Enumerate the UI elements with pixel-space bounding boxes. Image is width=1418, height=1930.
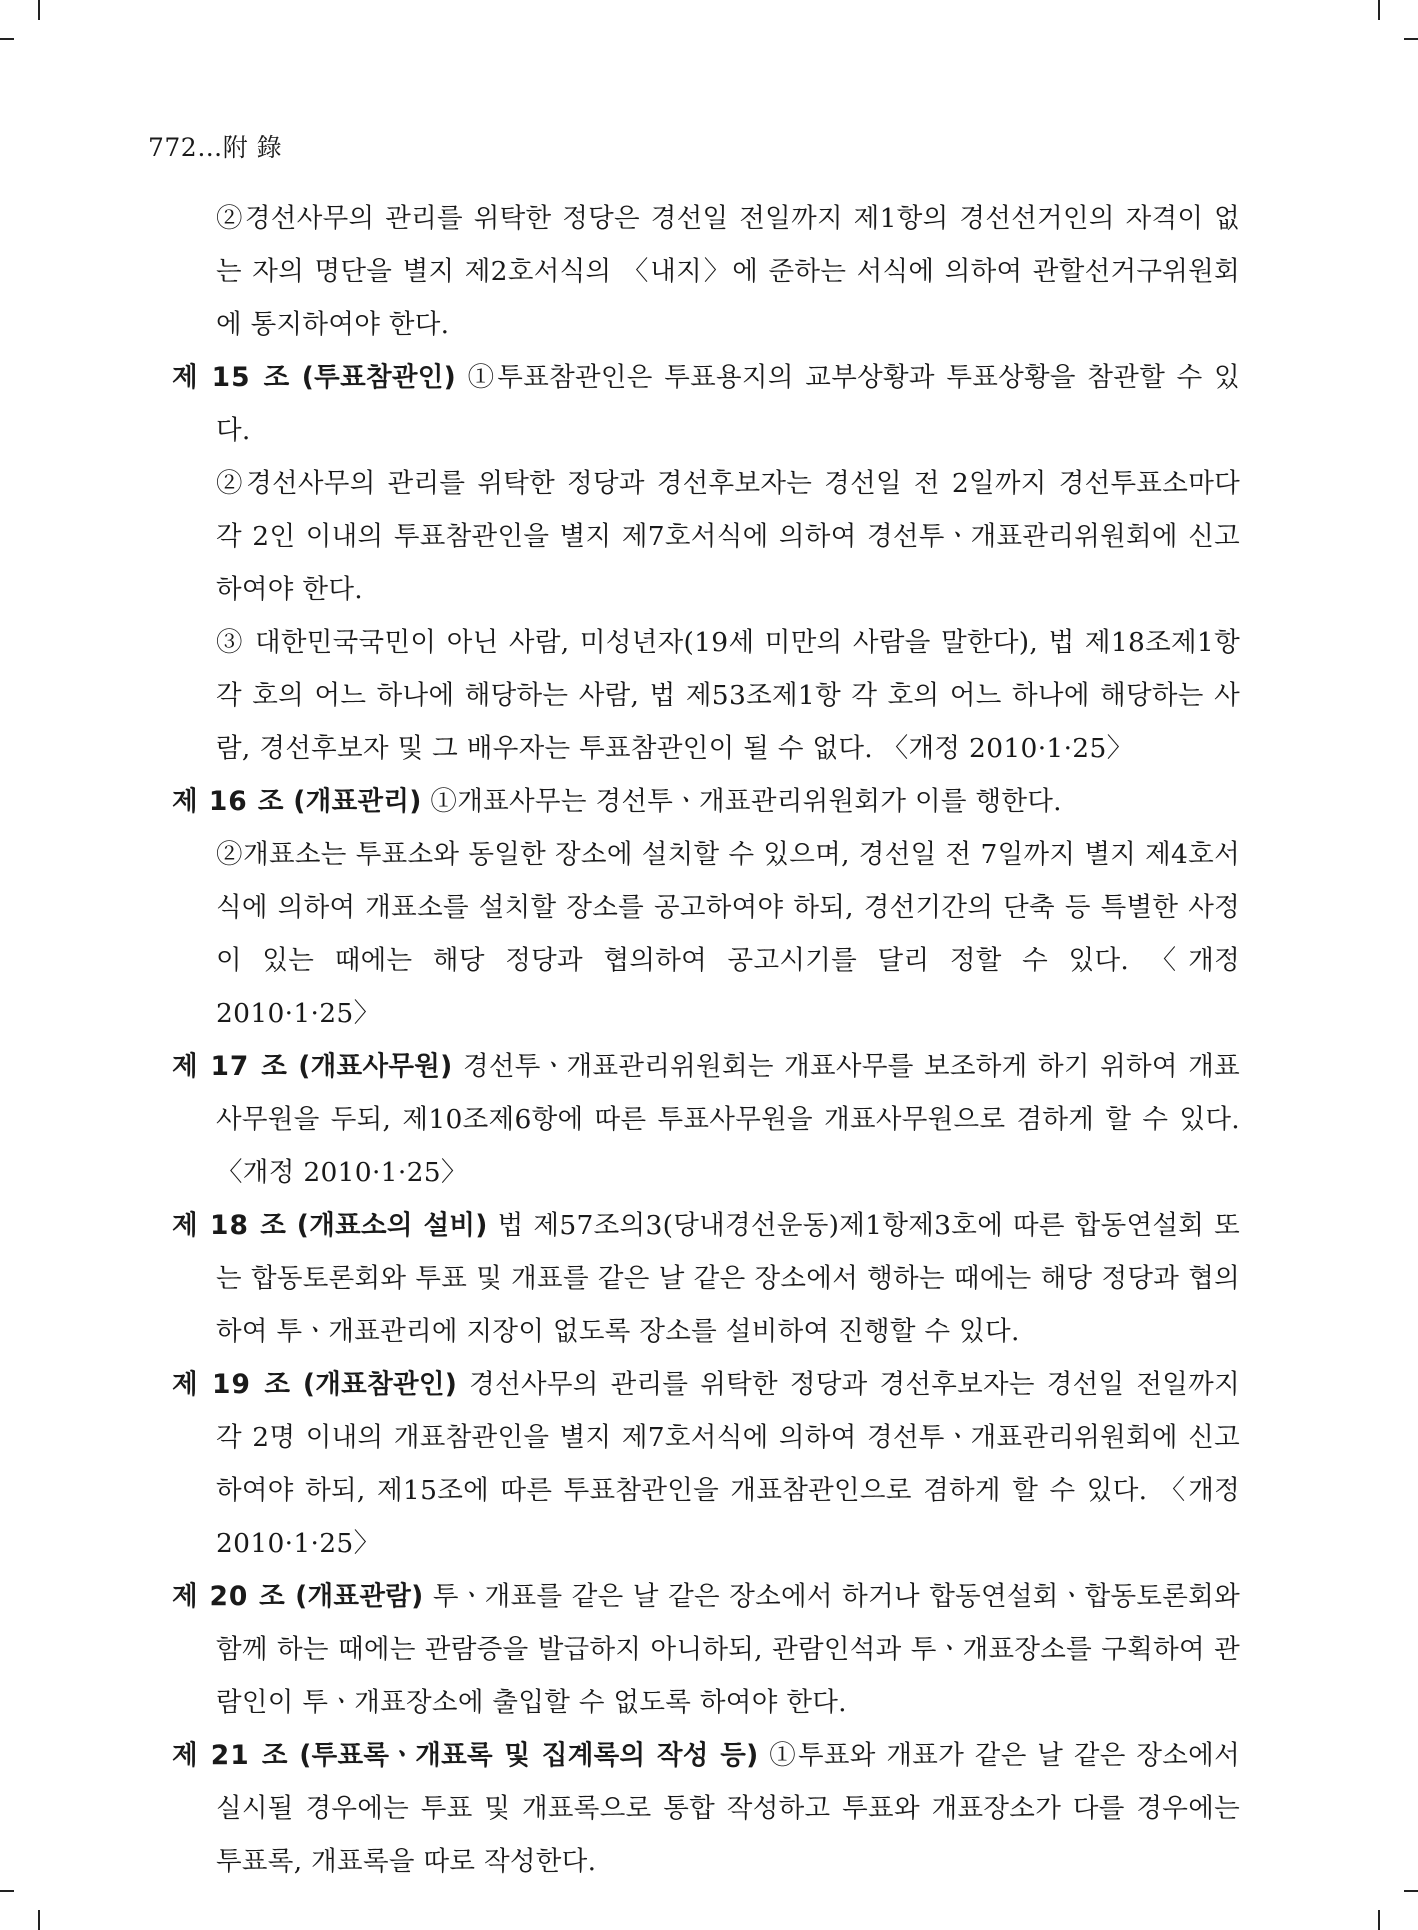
- article-title: (개표관리): [293, 786, 422, 817]
- crop-mark-top-right: [1404, 38, 1418, 40]
- article-21: [172, 1729, 1240, 1888]
- article-15: [172, 351, 1240, 775]
- article-text: ①투표와 개표가 같은 날 같은 장소에서 실시될 경우에는 투표 및 개표록으로 통합 작성하고 투표와 개표장소가 다를 경우에는 투표록, 개표록을 따로 작성한다.: [216, 1740, 1240, 1877]
- article-number: 제 16 조: [172, 786, 285, 817]
- article-title: (투표참관인): [301, 362, 457, 393]
- crop-mark-bottom-right: [1404, 1890, 1418, 1892]
- article-number: 제 17 조: [172, 1051, 288, 1082]
- document-body: [172, 192, 1240, 1888]
- article-text: 경선사무의 관리를 위탁한 정당과 경선후보자는 경선일 전일까지 각 2명 이내의 개표참관인을 별지 제7호서식에 의하여 경선투ㆍ개표관리위원회에 신고하여야 하되, 제15조에 따른 투표참관인을 개표참관인으로 겸하게 할 수 있다. 〈개정 2010·1·25〉: [216, 1369, 1240, 1559]
- crop-mark-bottom-left-vertical: [38, 1910, 40, 1930]
- article-title: (개표소의 설비): [296, 1210, 488, 1241]
- crop-mark-bottom-left: [0, 1890, 14, 1892]
- article-text: ①투표참관인은 투표용지의 교부상황과 투표상황을 참관할 수 있다.: [216, 362, 1240, 446]
- article-number: 제 18 조: [172, 1210, 287, 1241]
- article-text: ①개표사무는 경선투ㆍ개표관리위원회가 이를 행한다.: [430, 786, 1062, 817]
- article-number: 제 19 조: [172, 1369, 291, 1400]
- article-paragraph: ②개표소는 투표소와 동일한 장소에 설치할 수 있으며, 경선일 전 7일까지 별지 제4호서식에 의하여 개표소를 설치할 장소를 공고하여야 하되, 경선기간의 단축 등 특별한 사정이 있는 때에는 해당 정당과 협의하여 공고시기를 달리 정할 수 있다. 〈개정 2010·1·25〉: [216, 839, 1240, 1029]
- crop-mark-top-left: [0, 38, 14, 40]
- intro-paragraph: ②경선사무의 관리를 위탁한 정당은 경선일 전일까지 제1항의 경선선거인의 자격이 없는 자의 명단을 별지 제2호서식의 〈내지〉에 준하는 서식에 의하여 관할선거구위원회에 통지하여야 한다.: [216, 203, 1240, 340]
- article-20: [172, 1570, 1240, 1729]
- article-title: (개표관람): [295, 1581, 424, 1612]
- article-title: (개표참관인): [302, 1369, 458, 1400]
- article-16: [172, 775, 1240, 1040]
- crop-mark-top-left-vertical: [38, 0, 40, 20]
- article-number: 제 21 조: [172, 1740, 289, 1771]
- article-text: 투ㆍ개표를 같은 날 같은 장소에서 하거나 합동연설회ㆍ합동토론회와 함께 하는 때에는 관람증을 발급하지 아니하되, 관람인석과 투ㆍ개표장소를 구획하여 관람인이 투ㆍ개표장소에 출입할 수 없도록 하여야 한다.: [216, 1581, 1240, 1718]
- article-text: 법 제57조의3(당내경선운동)제1항제3호에 따른 합동연설회 또는 합동토론회와 투표 및 개표를 같은 날 같은 장소에서 행하는 때에는 해당 정당과 협의하여 투ㆍ개표관리에 지장이 없도록 장소를 설비하여 진행할 수 있다.: [216, 1210, 1240, 1347]
- article-title: (개표사무원): [298, 1051, 453, 1082]
- article-number: 제 15 조: [172, 362, 291, 393]
- article-paragraph: ②경선사무의 관리를 위탁한 정당과 경선후보자는 경선일 전 2일까지 경선투표소마다 각 2인 이내의 투표참관인을 별지 제7호서식에 의하여 경선투ㆍ개표관리위원회에 신고하여야 한다.: [216, 468, 1240, 605]
- article-text: 경선투ㆍ개표관리위원회는 개표사무를 보조하게 하기 위하여 개표사무원을 두되, 제10조제6항에 따른 투표사무원을 개표사무원으로 겸하게 할 수 있다. 〈개정 2010·1·25〉: [216, 1051, 1241, 1188]
- article-17: [172, 1040, 1240, 1199]
- page-header: 772…附 錄: [148, 133, 283, 162]
- article-number: 제 20 조: [172, 1581, 286, 1612]
- article-18: [172, 1199, 1240, 1358]
- crop-mark-bottom-right-vertical: [1378, 1910, 1380, 1930]
- crop-mark-top-right-vertical: [1378, 0, 1380, 20]
- article-19: [172, 1358, 1240, 1570]
- article-paragraph: ③ 대한민국국민이 아닌 사람, 미성년자(19세 미만의 사람을 말한다), 법 제18조제1항 각 호의 어느 하나에 해당하는 사람, 법 제53조제1항 각 호의 어느 하나에 해당하는 사람, 경선후보자 및 그 배우자는 투표참관인이 될 수 없다. 〈개정 2010·1·25〉: [216, 627, 1240, 764]
- article-title: (투표록ㆍ개표록 및 집계록의 작성 등): [299, 1740, 759, 1771]
